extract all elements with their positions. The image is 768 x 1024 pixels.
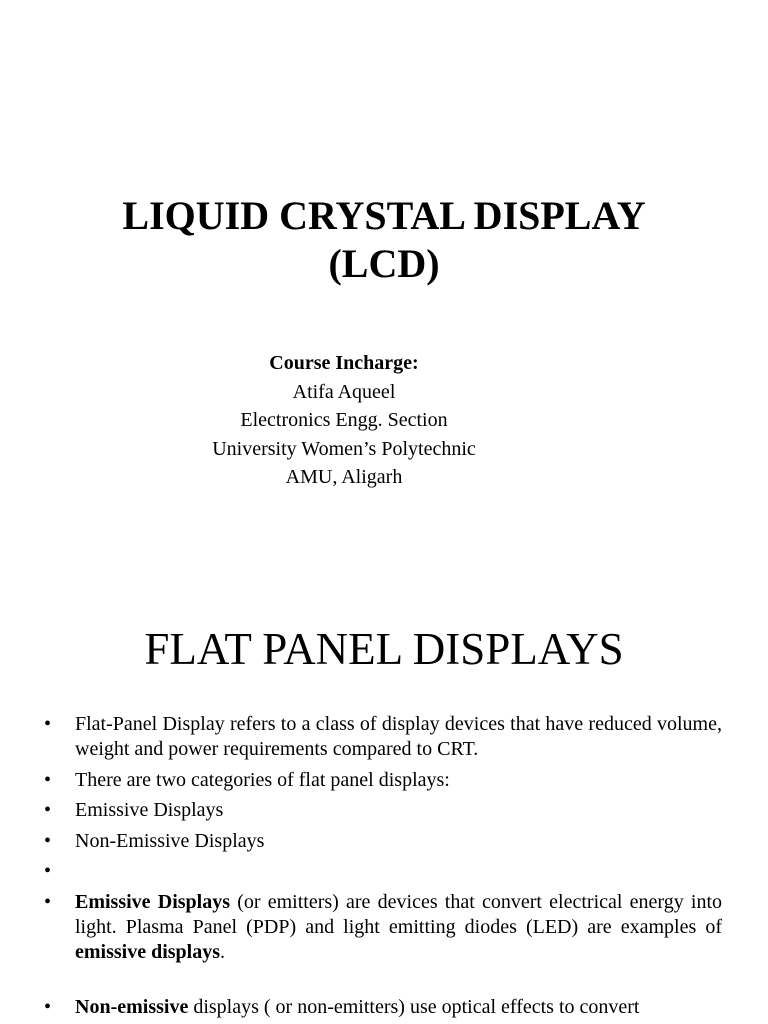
bold-term: Emissive Displays [75,890,231,913]
bullet-text-part: (or emitters) are devices that convert electrical energy into light. Plasma Panel (PDP) and light emitting diodes (LED) are examples of [75,890,723,938]
list-item [40,995,722,1020]
bullet-text [75,996,640,1018]
course-incharge-label: Course Incharge: [269,352,419,374]
section-name: Electronics Engg. Section [240,409,448,431]
bullet-text-part: displays ( or non-emitters) use optical effects to convert [188,995,640,1018]
course-credits [144,349,544,492]
institution-name: University Women’s Polytechnic [212,437,476,460]
bullet-text-end: . [220,940,226,963]
list-item [40,829,722,854]
bold-term: Non-emissive [75,995,189,1018]
list-item [40,712,722,762]
list-item [40,768,722,793]
bullet-list [40,712,722,1024]
list-item [40,859,722,884]
list-item [40,798,722,823]
bullet-icon: • [44,768,52,791]
bullet-icon: • [44,799,52,821]
bullet-icon: • [44,995,52,1018]
instructor-name: Atifa Aqueel [292,380,396,403]
title-line-1: LIQUID CRYSTAL DISPLAY [122,193,646,238]
bullet-text: Flat-Panel Display refers to a class of display devices that have reduced volume, weight and power requirements compared to CRT. [75,713,722,760]
list-item [40,890,722,965]
bold-term: emissive displays [75,940,221,963]
title-line-2: (LCD) [328,241,440,286]
location: AMU, Aligarh [285,466,403,488]
bullet-icon: • [44,713,52,735]
bullet-text: Emissive Displays [75,799,224,821]
bullet-icon: • [44,890,52,913]
bullet-icon: • [44,829,52,852]
content-slide [0,560,768,1024]
bullet-icon: • [44,860,52,882]
bullet-text: There are two categories of flat panel displays: [75,768,450,791]
slide-title [0,192,768,288]
bullet-text [75,891,722,963]
slide-heading: FLAT PANEL DISPLAYS [144,624,624,674]
bullet-text: Non-Emissive Displays [75,829,265,852]
